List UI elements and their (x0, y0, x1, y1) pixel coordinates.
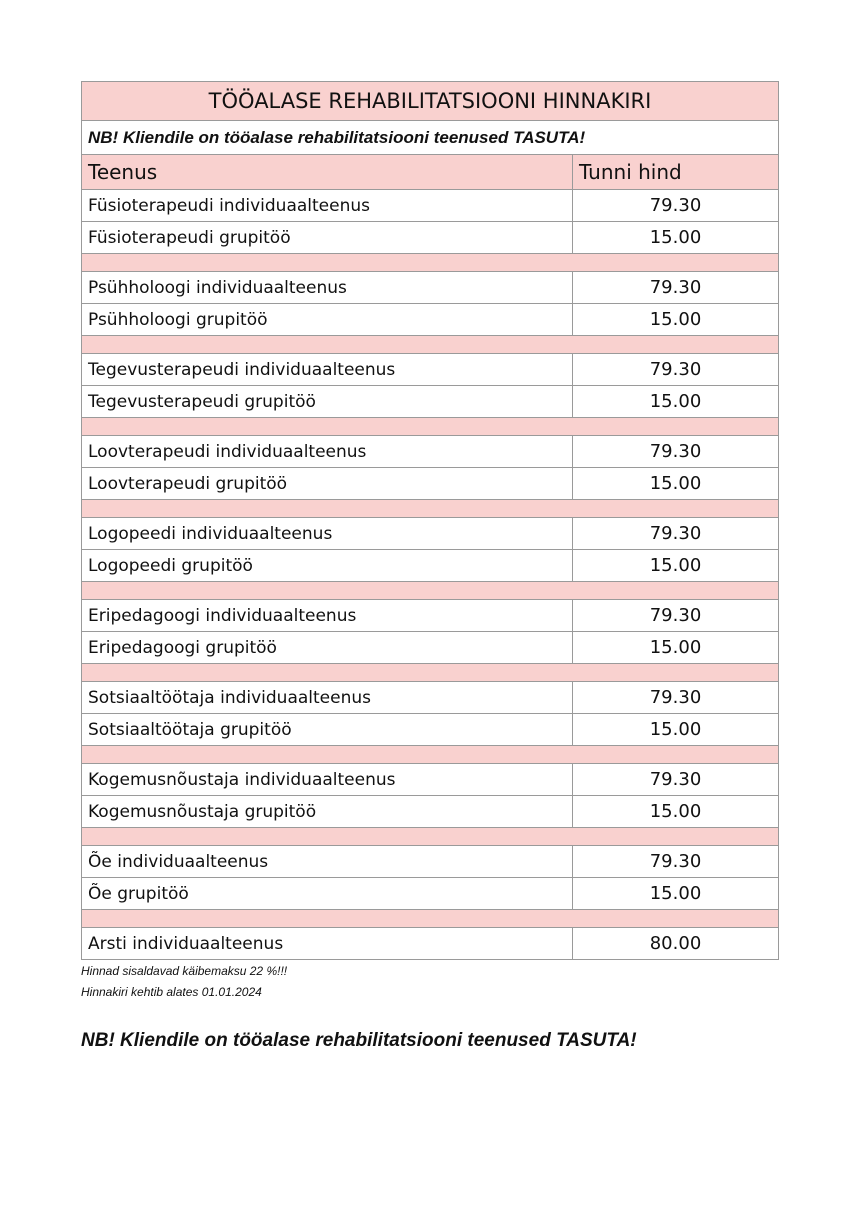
service-name-cell: Sotsiaaltöötaja grupitöö (82, 714, 573, 746)
table-header-row (82, 155, 779, 190)
separator-cell (82, 746, 779, 764)
service-name-cell: Eripedagoogi individuaalteenus (82, 600, 573, 632)
table-row (82, 272, 779, 304)
table-row (82, 190, 779, 222)
column-header-service: Teenus (82, 155, 573, 190)
service-name-cell: Eripedagoogi grupitöö (82, 632, 573, 664)
hourly-price-cell: 79.30 (573, 190, 779, 222)
table-row (82, 304, 779, 336)
hourly-price-cell: 15.00 (573, 796, 779, 828)
hourly-price-cell: 15.00 (573, 222, 779, 254)
service-name-cell: Loovterapeudi individuaalteenus (82, 436, 573, 468)
table-row (82, 354, 779, 386)
table-row (82, 764, 779, 796)
service-name-cell: Füsioterapeudi grupitöö (82, 222, 573, 254)
table-row (82, 796, 779, 828)
service-name-cell: Logopeedi grupitöö (82, 550, 573, 582)
hourly-price-cell: 15.00 (573, 468, 779, 500)
table-title-row (82, 82, 779, 121)
table-row (82, 714, 779, 746)
hourly-price-cell: 79.30 (573, 272, 779, 304)
service-name-cell: Logopeedi individuaalteenus (82, 518, 573, 550)
column-header-price: Tunni hind (573, 155, 779, 190)
group-separator (82, 582, 779, 600)
separator-cell (82, 336, 779, 354)
hourly-price-cell: 79.30 (573, 518, 779, 550)
bottom-free-services-note: NB! Kliendile on tööalase rehabilitatsiooni teenused TASUTA! (81, 1030, 637, 1051)
table-row (82, 682, 779, 714)
price-list-title: TÖÖALASE REHABILITATSIOONI HINNAKIRI (82, 82, 779, 121)
table-row (82, 468, 779, 500)
service-name-cell: Õe individuaalteenus (82, 846, 573, 878)
table-row (82, 222, 779, 254)
separator-cell (82, 664, 779, 682)
price-table-body (82, 82, 779, 960)
table-row (82, 928, 779, 960)
group-separator (82, 500, 779, 518)
service-name-cell: Kogemusnõustaja grupitöö (82, 796, 573, 828)
footnote-valid-from: Hinnakiri kehtib alates 01.01.2024 (81, 985, 262, 999)
table-row (82, 550, 779, 582)
group-separator (82, 254, 779, 272)
separator-cell (82, 418, 779, 436)
hourly-price-cell: 79.30 (573, 354, 779, 386)
separator-cell (82, 254, 779, 272)
hourly-price-cell: 15.00 (573, 386, 779, 418)
hourly-price-cell: 79.30 (573, 682, 779, 714)
separator-cell (82, 582, 779, 600)
separator-cell (82, 910, 779, 928)
group-separator (82, 336, 779, 354)
separator-cell (82, 828, 779, 846)
service-name-cell: Kogemusnõustaja individuaalteenus (82, 764, 573, 796)
hourly-price-cell: 15.00 (573, 878, 779, 910)
table-row (82, 846, 779, 878)
hourly-price-cell: 79.30 (573, 436, 779, 468)
separator-cell (82, 500, 779, 518)
hourly-price-cell: 79.30 (573, 764, 779, 796)
free-services-note: NB! Kliendile on tööalase rehabilitatsiooni teenused TASUTA! (82, 121, 779, 155)
group-separator (82, 664, 779, 682)
hourly-price-cell: 79.30 (573, 600, 779, 632)
service-name-cell: Loovterapeudi grupitöö (82, 468, 573, 500)
table-note-row (82, 121, 779, 155)
hourly-price-cell: 79.30 (573, 846, 779, 878)
price-table (81, 81, 779, 960)
hourly-price-cell: 15.00 (573, 714, 779, 746)
group-separator (82, 910, 779, 928)
table-row (82, 878, 779, 910)
service-name-cell: Psühholoogi grupitöö (82, 304, 573, 336)
table-row (82, 436, 779, 468)
table-row (82, 518, 779, 550)
table-row (82, 386, 779, 418)
service-name-cell: Tegevusterapeudi individuaalteenus (82, 354, 573, 386)
hourly-price-cell: 15.00 (573, 632, 779, 664)
service-name-cell: Füsioterapeudi individuaalteenus (82, 190, 573, 222)
service-name-cell: Õe grupitöö (82, 878, 573, 910)
footnote-vat: Hinnad sisaldavad käibemaksu 22 %!!! (81, 964, 288, 978)
table-row (82, 632, 779, 664)
table-row (82, 600, 779, 632)
group-separator (82, 746, 779, 764)
group-separator (82, 418, 779, 436)
price-list (81, 81, 778, 1003)
hourly-price-cell: 80.00 (573, 928, 779, 960)
group-separator (82, 828, 779, 846)
hourly-price-cell: 15.00 (573, 550, 779, 582)
service-name-cell: Arsti individuaalteenus (82, 928, 573, 960)
footnotes (81, 961, 778, 1003)
hourly-price-cell: 15.00 (573, 304, 779, 336)
service-name-cell: Psühholoogi individuaalteenus (82, 272, 573, 304)
service-name-cell: Tegevusterapeudi grupitöö (82, 386, 573, 418)
service-name-cell: Sotsiaaltöötaja individuaalteenus (82, 682, 573, 714)
